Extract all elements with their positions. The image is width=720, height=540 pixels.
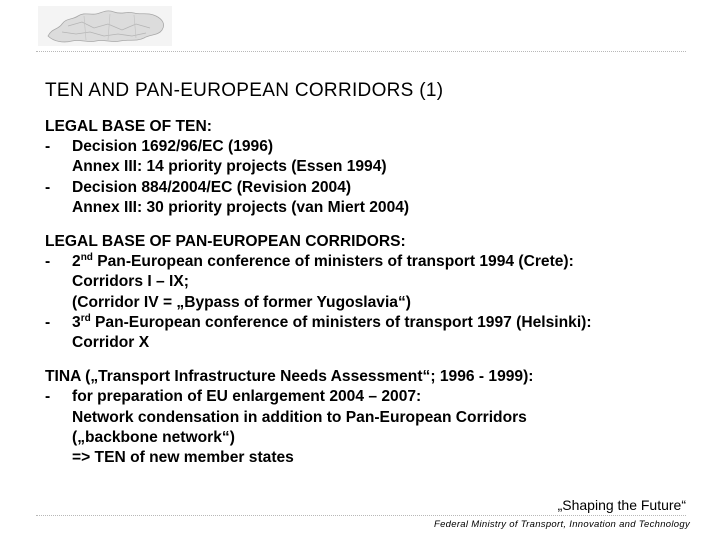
bullet-dash: - (45, 253, 51, 271)
tina-item-line2: Network condensation in addition to Pan-European Corridors (72, 408, 527, 426)
tina-item (45, 387, 705, 407)
ten-heading: LEGAL BASE OF TEN: (45, 118, 212, 135)
footer-ministry: Federal Ministry of Transport, Innovation and Technology (433, 519, 690, 530)
tina-heading: TINA („Transport Infrastructure Needs Assessment“; 1996 - 1999): (45, 368, 534, 386)
ordinal-suffix: nd (80, 252, 93, 264)
slide-title: TEN AND PAN-EUROPEAN CORRIDORS (1) (45, 80, 444, 101)
europe-map-icon (38, 6, 172, 46)
ten-item-2-line1: Decision 884/2004/EC (Revision 2004) (72, 178, 352, 196)
ordinal-number: 2 (72, 253, 81, 271)
ten-item-2-line2: Annex III: 30 priority projects (van Miert 2004) (72, 198, 410, 216)
bullet-dash: - (45, 388, 51, 406)
bullet-dash: - (45, 178, 51, 196)
slide-body (45, 117, 705, 468)
footer-slogan: „Shaping the Future“ (557, 497, 686, 513)
bullet-dash: - (45, 313, 51, 331)
pan-item-2 (45, 313, 705, 333)
pan-item-1-line3: (Corridor IV = „Bypass of former Yugoslavia“) (72, 293, 411, 311)
pan-item-2-line1: Pan-European conference of ministers of transport 1997 (Helsinki): (90, 313, 592, 331)
pan-item-1 (45, 252, 705, 272)
tina-item-line3: („backbone network“) (72, 428, 235, 446)
footer-divider (36, 515, 686, 516)
pan-heading: LEGAL BASE OF PAN-EUROPEAN CORRIDORS: (45, 233, 406, 251)
ordinal-suffix: rd (80, 312, 91, 324)
ten-item-1-line2: Annex III: 14 priority projects (Essen 1994) (72, 158, 387, 176)
ordinal-number: 3 (72, 313, 81, 331)
tina-item-line1: for preparation of EU enlargement 2004 – 2007: (72, 388, 422, 406)
bullet-dash: - (45, 138, 51, 156)
ten-item-1 (45, 137, 705, 157)
pan-item-1-line1: Pan-European conference of ministers of transport 1994 (Crete): (92, 253, 574, 271)
pan-item-1-line2: Corridors I – IX; (72, 273, 189, 291)
ten-item-1-line1: Decision 1692/96/EC (1996) (72, 138, 274, 156)
tina-item-line4: => TEN of new member states (72, 449, 294, 467)
pan-item-2-line2: Corridor X (72, 334, 150, 352)
header-divider (36, 51, 686, 52)
ten-item-2 (45, 178, 705, 198)
